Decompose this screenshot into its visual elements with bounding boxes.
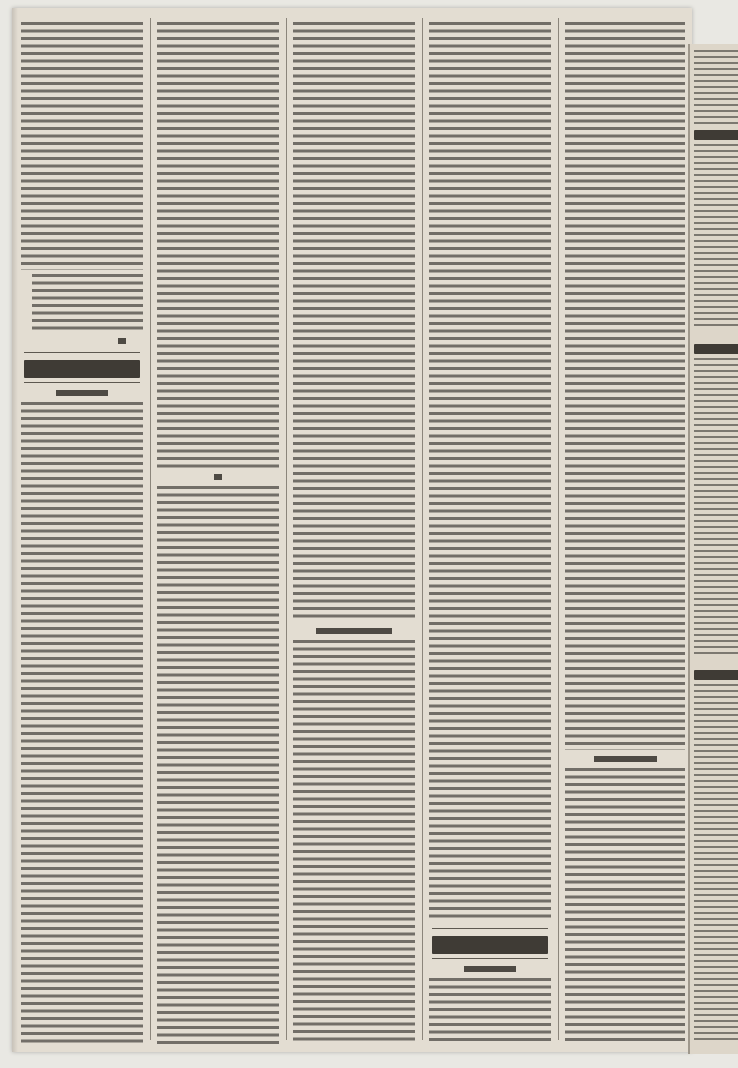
article-text <box>694 358 738 658</box>
article-text <box>157 486 279 1044</box>
article-text <box>21 402 143 1044</box>
subheading <box>56 390 107 396</box>
section-heading <box>432 936 548 954</box>
subheading <box>594 756 657 762</box>
article-text <box>21 22 143 270</box>
article-text <box>429 978 551 1044</box>
column-1 <box>18 16 146 1044</box>
attribution <box>118 338 126 344</box>
heading <box>694 130 738 140</box>
column-rule <box>286 18 287 1040</box>
separator <box>432 928 548 929</box>
separator <box>24 352 140 353</box>
article-text <box>565 768 685 1044</box>
article-text <box>429 22 551 922</box>
heading <box>694 344 738 354</box>
column-rule <box>150 18 151 1040</box>
article-text <box>694 50 738 126</box>
separator <box>432 958 548 959</box>
column-2 <box>154 16 282 1044</box>
verse-text <box>32 274 143 330</box>
article-text <box>694 684 738 1044</box>
column-rule <box>422 18 423 1040</box>
separator <box>24 382 140 383</box>
column-4 <box>426 16 554 1044</box>
adjacent-page-edge <box>688 44 738 1054</box>
column-5 <box>562 16 688 1044</box>
column-3 <box>290 16 418 1044</box>
subheading <box>316 628 393 634</box>
newspaper-page <box>12 8 692 1052</box>
separator-mark <box>214 474 222 480</box>
article-text <box>293 640 415 1044</box>
heading <box>694 670 738 680</box>
column-rule <box>558 18 559 1040</box>
section-heading <box>24 360 140 378</box>
article-text <box>565 22 685 750</box>
article-text <box>157 22 279 468</box>
article-text <box>293 22 415 622</box>
article-text <box>694 144 738 330</box>
subheading <box>464 966 515 972</box>
